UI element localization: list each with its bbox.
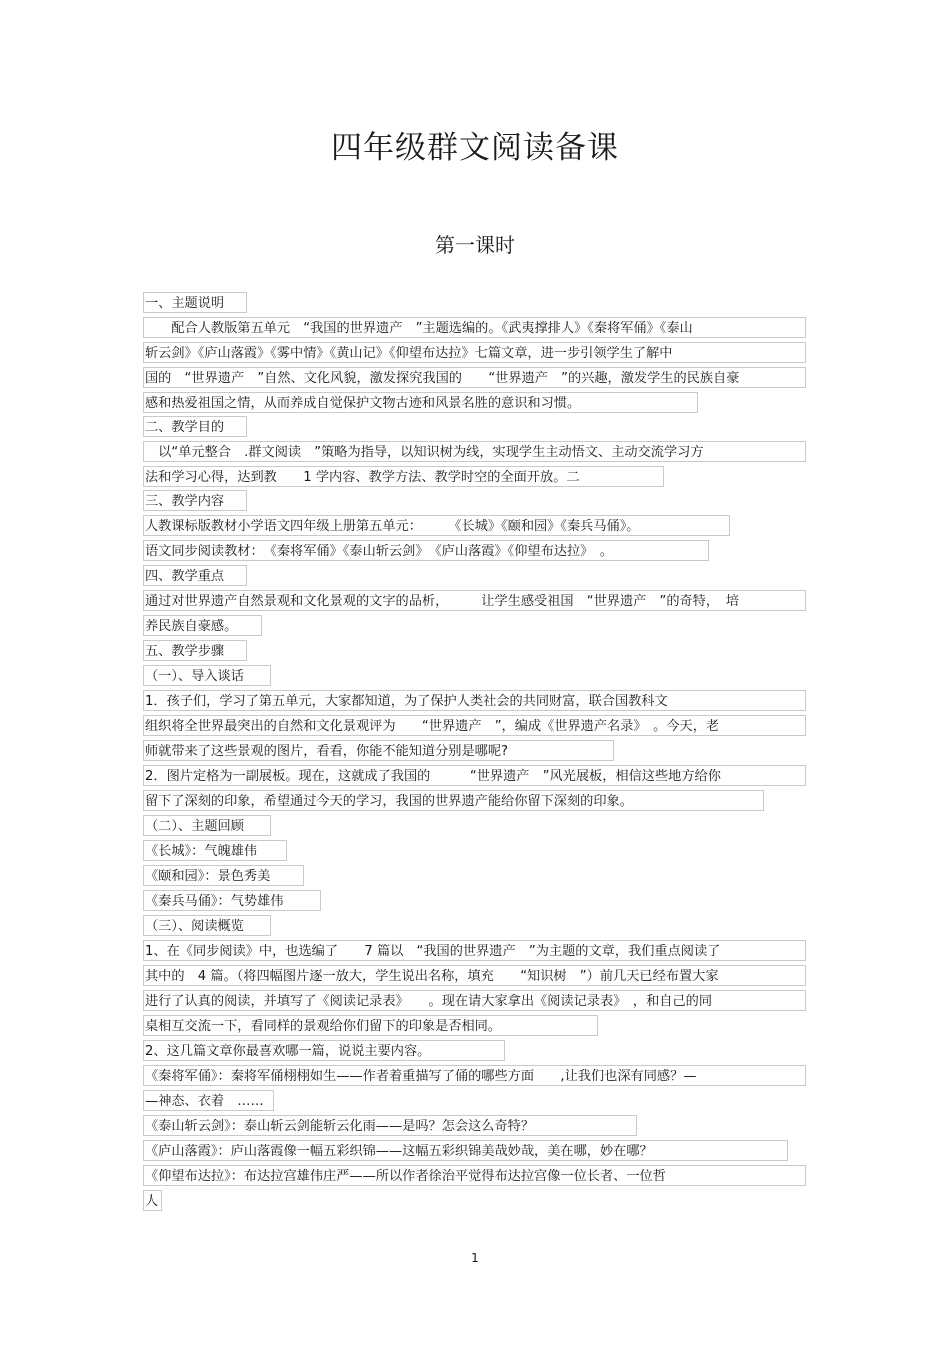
text-line: 《颐和园》：景色秀美	[143, 865, 304, 886]
subheading-intro: （一）、导入谈话	[143, 665, 271, 686]
text-line: 人教课标版教材小学语文四年级上册第五单元： 《长城》《颐和园》《秦兵马俑》。	[143, 515, 730, 536]
document-title: 四年级群文阅读备课	[331, 130, 619, 166]
text-line: 《长城》：气魄雄伟	[143, 840, 287, 861]
text-line: 国的 “世界遗产 ”自然、文化风貌，激发探究我国的 “世界遗产 ”的兴趣，激发学生的民族自豪	[143, 367, 806, 388]
heading-goals: 二、教学目的	[143, 416, 247, 437]
text-line: 1、在《同步阅读》中，也选编了 7 篇以 “我国的世界遗产 ”为主题的文章，我们重点阅读了	[143, 940, 806, 961]
text-line: 人	[143, 1190, 162, 1211]
text-line: 组织将全世界最突出的自然和文化景观评为 “世界遗产 ”，编成《世界遗产名录》 。今天，老	[143, 715, 806, 736]
text-line: 《庐山落霞》：庐山落霞像一幅五彩织锦——这幅五彩织锦美哉妙哉，美在哪，妙在哪？	[143, 1140, 788, 1161]
text-line: 留下了深刻的印象，希望通过今天的学习，我国的世界遗产能给你留下深刻的印象。	[143, 790, 764, 811]
text-line: 《秦兵马俑》：气势雄伟	[143, 890, 321, 911]
text-line: 《仰望布达拉》：布达拉宫雄伟庄严——所以作者徐治平觉得布达拉宫像一位长者、一位哲	[143, 1165, 806, 1186]
text-line: 斩云剑》《庐山落霞》《雾中情》《黄山记》《仰望布达拉》七篇文章，进一步引领学生了解中	[143, 342, 806, 363]
text-line: 以“单元整合 .群文阅读 ”策略为指导，以知识树为线，实现学生主动悟文、主动交流学习方	[143, 441, 806, 462]
text-line: 进行了认真的阅读，并填写了《阅读记录表》 。现在请大家拿出《阅读记录表》 ，和自己的同	[143, 990, 806, 1011]
lesson-subtitle: 第一课时	[435, 233, 515, 257]
subheading-overview: （三）、阅读概览	[143, 915, 271, 936]
heading-content: 三、教学内容	[143, 490, 247, 511]
text-line: 2、这几篇文章你最喜欢哪一篇，说说主要内容。	[143, 1040, 505, 1061]
text-line: 其中的 4 篇。（将四幅图片逐一放大，学生说出名称，填充 “知识树 ”）前几天已经布置大家	[143, 965, 806, 986]
text-line: 感和热爱祖国之情，从而养成自觉保护文物古迹和风景名胜的意识和习惯。	[143, 392, 698, 413]
text-line: 师就带来了这些景观的图片，看看，你能不能知道分别是哪呢?	[143, 740, 614, 761]
text-line: 1．孩子们，学习了第五单元，大家都知道，为了保护人类社会的共同财富，联合国教科文	[143, 690, 806, 711]
text-line: —神态、衣着 ……	[143, 1090, 274, 1111]
text-line: 法和学习心得，达到教 1 学内容、教学方法、教学时空的全面开放。二	[143, 466, 664, 487]
text-line: 桌相互交流一下，看同样的景观给你们留下的印象是否相同。	[143, 1015, 598, 1036]
heading-steps: 五、教学步骤	[143, 640, 247, 661]
page-number: 1	[471, 1251, 479, 1265]
text-line: 养民族自豪感。	[143, 615, 262, 636]
text-line: 语文同步阅读教材： 《秦将军俑》《泰山斩云剑》 《庐山落霞》《仰望布达拉》 。	[143, 540, 709, 561]
subheading-review: （二）、主题回顾	[143, 815, 271, 836]
text-line: 配合人教版第五单元 “我国的世界遗产 ”主题选编的。《武夷撑排人》《秦将军俑》《泰山	[143, 317, 806, 338]
text-line: 2．图片定格为一副展板。现在，这就成了我国的 “世界遗产 ”风光展板，相信这些地方给你	[143, 765, 806, 786]
heading-theme: 一、主题说明	[143, 292, 247, 313]
text-line: 通过对世界遗产自然景观和文化景观的文字的品析， 让学生感受祖国 “世界遗产 ”的奇特， 培	[143, 590, 806, 611]
text-line: 《秦将军俑》：秦将军俑栩栩如生——作者着重描写了俑的哪些方面 ,让我们也深有同感？—	[143, 1065, 806, 1086]
text-line: 《泰山斩云剑》：泰山斩云剑能斩云化雨——是吗？怎会这么奇特？	[143, 1115, 637, 1136]
heading-key-points: 四、教学重点	[143, 565, 247, 586]
